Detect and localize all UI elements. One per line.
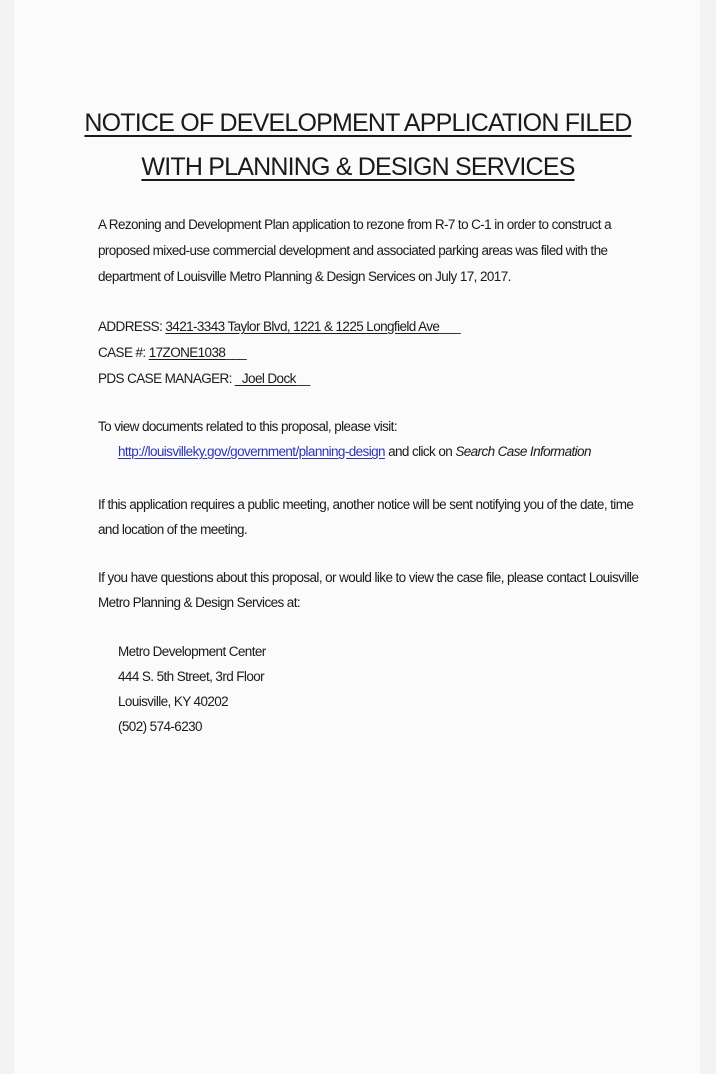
visit-instructions: To view documents related to this proposal, please visit:: [98, 419, 397, 434]
search-case-information-text: Search Case Information: [455, 444, 591, 459]
contact-phone: (502) 574-6230: [118, 719, 202, 734]
intro-line-1: A Rezoning and Development Plan application to rezone from R-7 to C-1 in order to construct a: [98, 217, 612, 232]
address-value: 3421-3343 Taylor Blvd, 1221 & 1225 Longfield Ave: [165, 319, 440, 334]
contact-name: Metro Development Center: [118, 644, 266, 659]
planning-design-link[interactable]: http://louisvilleky.gov/government/planning-design: [118, 444, 385, 459]
case-manager-label: PDS CASE MANAGER:: [98, 371, 235, 386]
case-label: CASE #:: [98, 345, 149, 360]
contact-city: Louisville, KY 40202: [118, 694, 229, 709]
case-blank: ___: [225, 345, 247, 360]
meeting-line-2: and location of the meeting.: [98, 522, 248, 537]
notice-title-line-1: NOTICE OF DEVELOPMENT APPLICATION FILED: [84, 109, 632, 137]
meeting-line-1: If this application requires a public meeting, another notice will be sent notifying you of the date, time: [98, 497, 634, 512]
contact-street: 444 S. 5th Street, 3rd Floor: [118, 669, 265, 684]
notice-title-line-2: WITH PLANNING & DESIGN SERVICES: [141, 153, 575, 181]
case-number-line: [98, 340, 246, 365]
questions-line-2: Metro Planning & Design Services at:: [98, 595, 301, 610]
address-blank: ___: [439, 319, 461, 334]
case-number-value: 17ZONE1038: [148, 345, 226, 360]
address-label: ADDRESS:: [98, 319, 166, 334]
case-manager-value: _Joel Dock: [234, 371, 296, 386]
link-line: [118, 439, 591, 464]
case-manager-blank: __: [295, 371, 310, 386]
intro-line-2: proposed mixed-use commercial development and associated parking areas was filed with the: [98, 243, 608, 258]
link-suffix: and click on: [384, 444, 456, 459]
questions-line-1: If you have questions about this proposal, or would like to view the case file, please contact Louisville: [98, 570, 639, 585]
address-line: [98, 314, 460, 339]
case-manager-line: [98, 366, 310, 391]
intro-line-3: department of Louisville Metro Planning & Design Services on July 17, 2017.: [98, 269, 511, 284]
